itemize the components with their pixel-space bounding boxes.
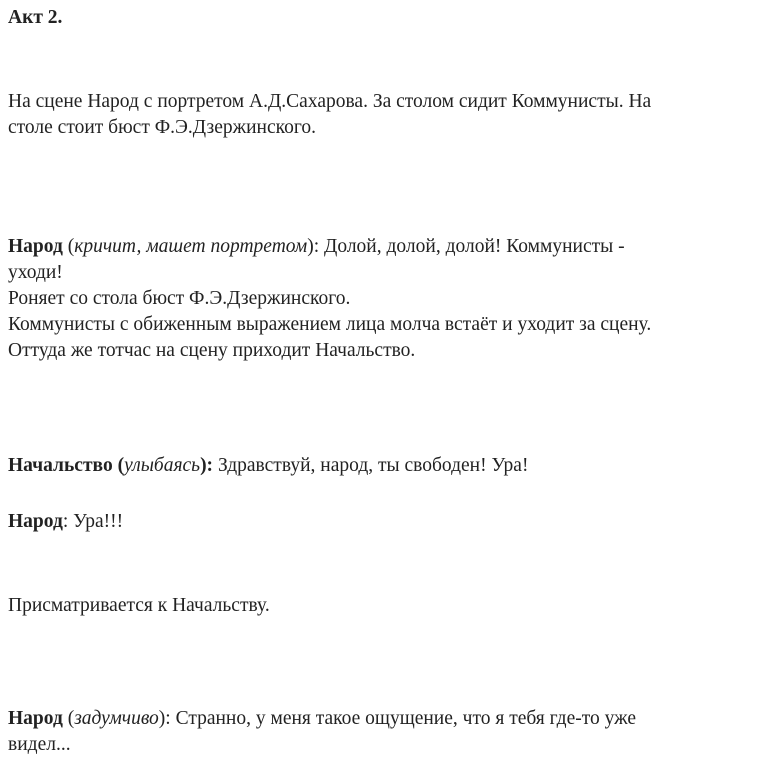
paren: ):	[200, 455, 214, 476]
speaker: Начальство (	[8, 455, 125, 476]
stage-direction: Присматривается к Начальству.	[8, 595, 270, 616]
speech: ): Странно, у меня такое ощущение, что я тебя где-то уже	[158, 708, 636, 729]
scene-narod-shouts	[8, 234, 651, 364]
speaker: Народ	[8, 708, 63, 729]
scene-narod-thoughtful	[8, 706, 636, 758]
stage-remark: кричит, машет портретом	[74, 236, 308, 257]
scene-narod-ura	[8, 509, 123, 535]
paren: (	[62, 236, 75, 257]
act-title-text: Акт 2.	[8, 7, 63, 28]
speech: : Ура!!!	[62, 511, 124, 532]
intro-line: столе стоит бюст Ф.Э.Дзержинского.	[8, 117, 317, 138]
stage-remark: улыбаясь	[124, 455, 201, 476]
speech: ): Долой, долой, долой! Коммунисты -	[307, 236, 625, 257]
scene-nachalstvo	[8, 453, 528, 479]
intro-line: На сцене Народ с портретом А.Д.Сахарова. За столом сидит Коммунисты. На	[8, 91, 652, 112]
speaker: Народ	[8, 236, 63, 257]
dialogue-line	[8, 234, 651, 260]
dialogue-line	[8, 706, 636, 732]
speaker: Народ	[8, 511, 63, 532]
stage-direction: Оттуда же тотчас на сцену приходит Начальство.	[8, 340, 416, 361]
intro-paragraph	[8, 89, 651, 141]
paren: (	[62, 708, 75, 729]
act-title	[8, 5, 62, 31]
stage-direction: Коммунисты с обиженным выражением лица молча встаёт и уходит за сцену.	[8, 314, 652, 335]
speech-cont: уходи!	[8, 262, 63, 283]
speech-cont: видел...	[8, 734, 71, 755]
stage-direction: Роняет со стола бюст Ф.Э.Дзержинского.	[8, 288, 351, 309]
stage-remark: задумчиво	[74, 708, 159, 729]
speech: Здравствуй, народ, ты свободен! Ура!	[213, 455, 529, 476]
